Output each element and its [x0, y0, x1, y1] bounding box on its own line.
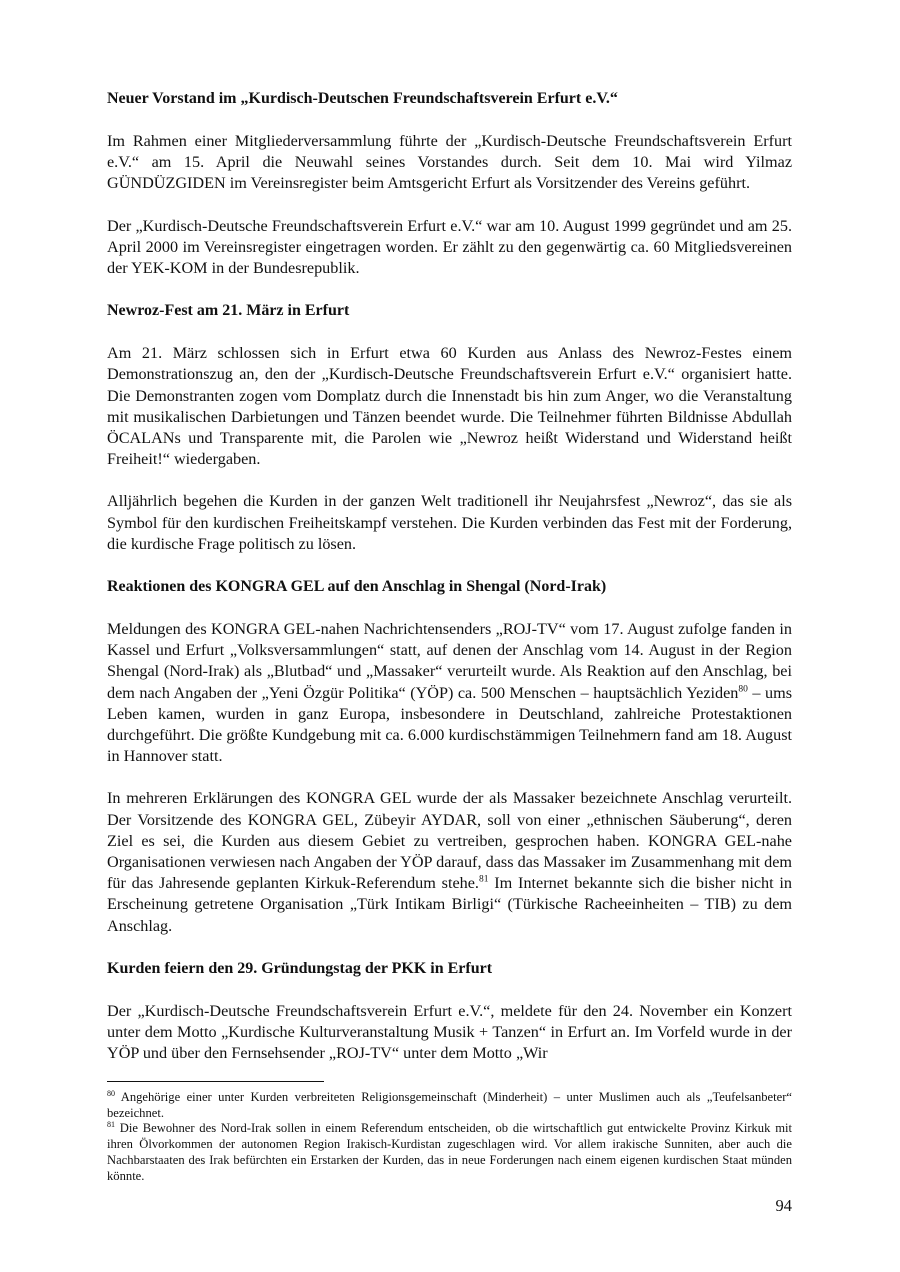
footnote-text: Die Bewohner des Nord-Irak sollen in einem Referendum entscheiden, ob die wirtschaftlich gut entwickelte Provinz Kirkuk mit ihren Ölvorkommen der autonomen Region Irakisch-Kurdistan zugeschlagen wird. Vor allem irakische Sunniten, aber auch die Nachbarstaaten des Irak befürchten ein Erstarken der Kurden, das in neue Forderungen nach einem eigenen kurdischen Staat münden könnte. — [107, 1121, 792, 1183]
paragraph-newroz-tradition: Alljährlich begehen die Kurden in der ganzen Welt traditionell ihr Neujahrsfest „Newroz“, das sie als Symbol für den kurdischen Freiheitskampf verstehen. Die Kurden verbinden das Fest mit der Forderung, die kurdische Frage politisch zu lösen. — [107, 492, 792, 553]
paragraph-kongra-gel-statements — [107, 788, 792, 936]
footnote-81 — [107, 1121, 792, 1184]
footnote-number: 81 — [107, 1120, 115, 1130]
paragraph-newroz-demonstration: Am 21. März schlossen sich in Erfurt etwa 60 Kurden aus Anlass des Newroz-Festes einem Demonstrationszug an, den der „Kurdisch-Deutsche Freundschaftsverein Erfurt e.V.“ organisiert hatte. Die Demonstranten zogen vom Domplatz durch die Innenstadt bis hin zum Anger, wo die Veranstaltung mit musikalischen Darbietungen und Tänzen beendet wurde. Die Teilnehmer führten Bildnisse Abdullah ÖCALANs und Transparente mit, die Parolen wie „Newroz heißt Widerstand und Widerstand heißt Freiheit!“ wiedergaben. — [107, 344, 792, 469]
paragraph-new-board-election: Im Rahmen einer Mitgliederversammlung führte der „Kurdisch-Deutsche Freundschaftsverein Erfurt e.V.“ am 15. April die Neuwahl seines Vorstandes durch. Seit dem 10. Mai wird Yilmaz GÜNDÜZGIDEN im Vereinsregister beim Amtsgericht Erfurt als Vorsitzender des Vereins geführt. — [107, 132, 792, 193]
paragraph-text: Meldungen des KONGRA GEL-nahen Nachrichtensenders „ROJ-TV“ vom 17. August zufolge fanden in Kassel und Erfurt „Volksversammlungen“ statt, auf denen der Anschlag vom 14. August in der Region Shengal (Nord-Irak) als „Blutbad“ und „Massaker“ verurteilt wurde. Als Reaktion auf den Anschlag, bei dem nach Angaben der „Yeni Özgür Politika“ (YÖP) ca. 500 Menschen – hauptsächlich Yeziden — [107, 620, 792, 702]
footnotes — [107, 1090, 792, 1184]
section-heading-newroz: Newroz-Fest am 21. März in Erfurt — [107, 302, 350, 320]
paragraph-text: – ums Leben kamen, wurden in ganz Europa, insbesondere in Deutschland, zahlreiche Protestaktionen durchgeführt. Die größte Kundgebung mit ca. 6.000 kurdischstämmigen Teilnehmern fand am 18. August in Hannover statt. — [107, 683, 792, 766]
footnote-separator — [107, 1081, 324, 1082]
paragraph-shengal-reports — [107, 619, 792, 767]
paragraph-text: Im Internet bekannte sich die bisher nicht in Erscheinung getretene Organisation „Türk Intikam Birligi“ (Türkische Racheeinheiten – TIB) zu dem Anschlag. — [107, 874, 792, 935]
paragraph-association-founding: Der „Kurdisch-Deutsche Freundschaftsverein Erfurt e.V.“ war am 10. August 1999 gegründet und am 25. April 2000 im Vereinsregister eingetragen worden. Er zählt zu den gegenwärtig ca. 60 Mitgliedsvereinen der YEK-KOM in der Bundesrepublik. — [107, 216, 792, 278]
footnote-text: Angehörige einer unter Kurden verbreiteten Religionsgemeinschaft (Minderheit) – unter Muslimen auch als „Teufelsanbeter“ bezeichnet. — [107, 1090, 792, 1120]
paragraph-text: In mehreren Erklärungen des KONGRA GEL wurde der als Massaker bezeichnete Anschlag verurteilt. Der Vorsitzende des KONGRA GEL, Zübeyir AYDAR, soll von einer „ethnischen Säuberung“, deren Ziel es sei, die Kurden aus diesem Gebiet zu vertreiben, gesprochen haben. KONGRA GEL-nahe Organisationen verwiesen nach Angaben der YÖP darauf, dass das Massaker im Zusammenhang mit dem für das Jahresende geplanten Kirkuk-Referendum stehe. — [107, 789, 792, 893]
footnote-reference-80[interactable]: 80 — [738, 684, 748, 695]
section-heading-kongra-gel-reactions: Reaktionen des KONGRA GEL auf den Anschlag in Shengal (Nord-Irak) — [107, 578, 607, 596]
section-heading-new-board: Neuer Vorstand im „Kurdisch-Deutschen Freundschaftsverein Erfurt e.V.“ — [107, 90, 618, 107]
page-number: 94 — [775, 1196, 792, 1215]
document-body — [107, 88, 792, 1065]
footnote-80 — [107, 1090, 792, 1121]
footnote-reference-81[interactable]: 81 — [478, 874, 489, 885]
footnote-number: 80 — [107, 1088, 115, 1098]
paragraph-concert-announcement: Der „Kurdisch-Deutsche Freundschaftsverein Erfurt e.V.“, meldete für den 24. November ein Konzert unter dem Motto „Kurdische Kulturveranstaltung Musik + Tanzen“ in Erfurt an. Im Vorfeld wurde in der YÖP und über den Fernsehsender „ROJ-TV“ unter dem Motto „Wir — [107, 1001, 792, 1063]
section-heading-pkk-founding-day: Kurden feiern den 29. Gründungstag der PKK in Erfurt — [107, 959, 493, 977]
